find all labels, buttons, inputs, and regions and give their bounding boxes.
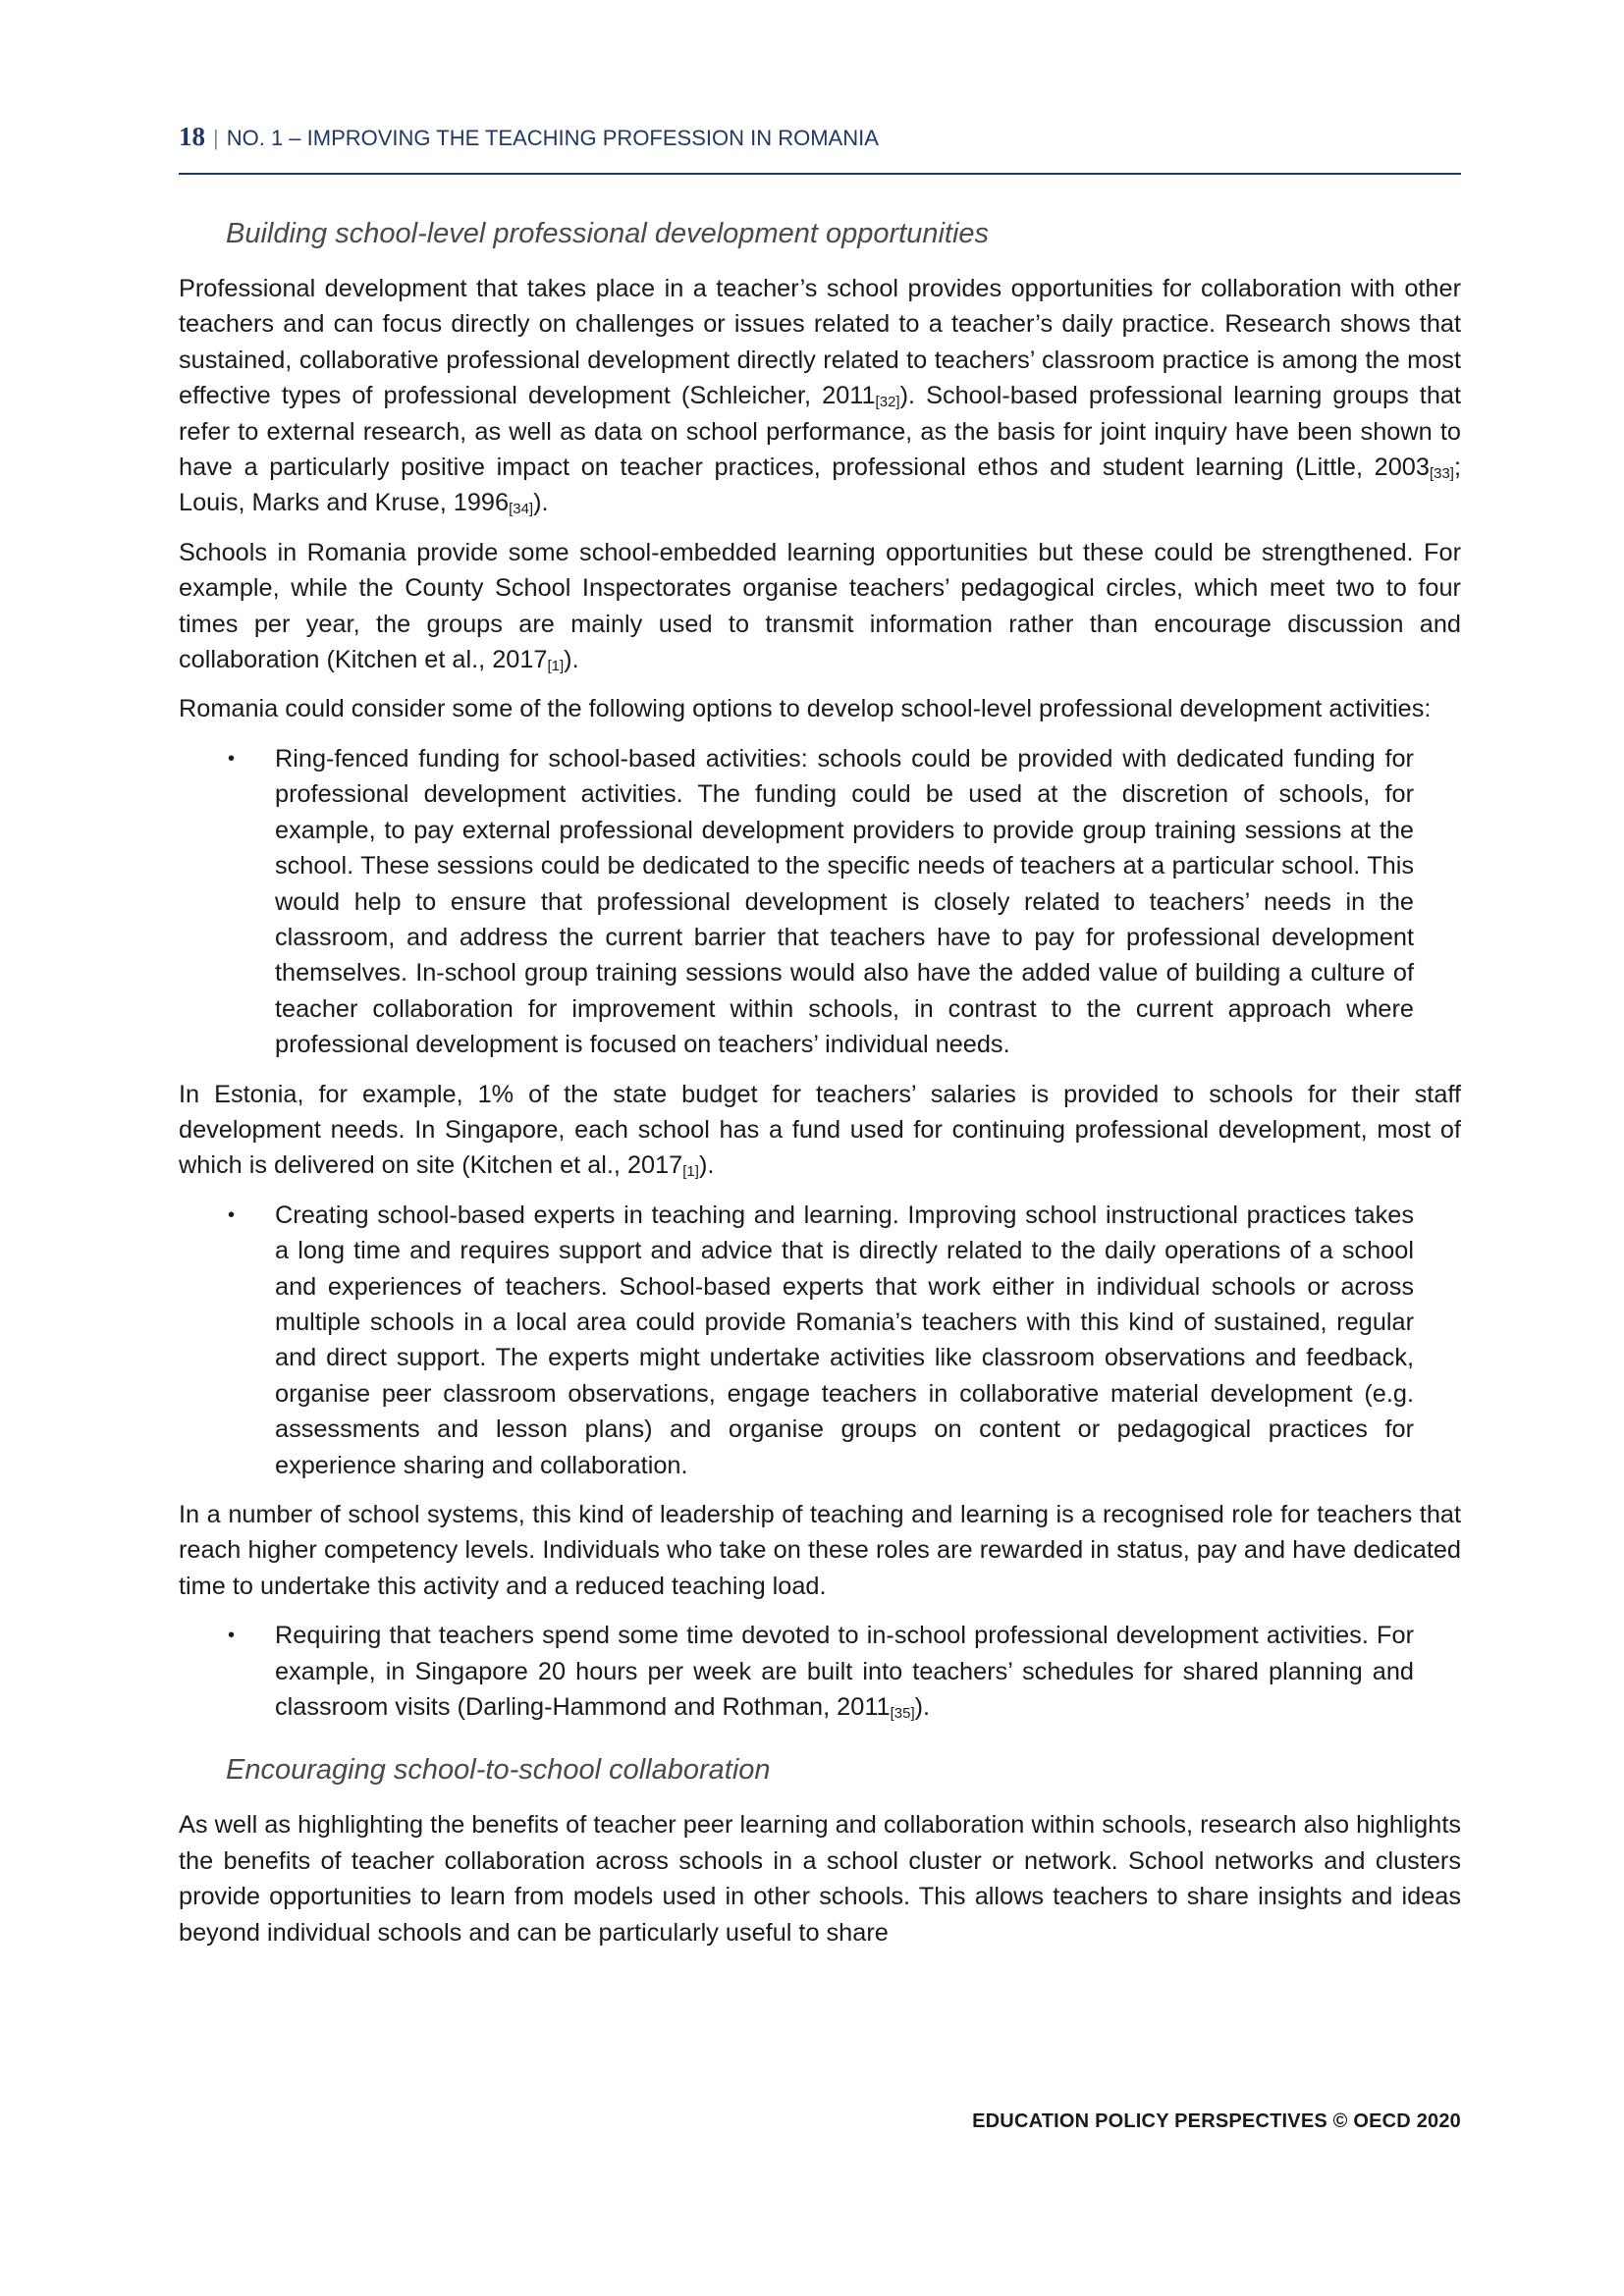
- section-heading-school-to-school: Encouraging school-to-school collaboration: [226, 1754, 771, 1787]
- paragraph-romania-schools: Schools in Romania provide some school-embedded learning opportunities but these could be strengthened. For example, while the County School Inspectorates organise teachers’ pedagogical circles, which meet two to four times per year, the groups are mainly used to transmit information rather than encourage discussion and collaboration (Kitchen et al., $2017_{[1]}$).: [179, 538, 1461, 675]
- bullet-icon: •: [228, 1203, 236, 1226]
- citation-ref: [32]: [875, 394, 900, 411]
- citation-ref: [35]: [890, 1705, 915, 1723]
- options-list-1: [179, 741, 1461, 1063]
- citation-ref: [33]: [1429, 465, 1454, 483]
- bullet-icon: •: [228, 1625, 236, 1647]
- citation-ref: [34]: [509, 501, 534, 518]
- body-text: [179, 214, 1461, 1964]
- paragraph-school-systems: In a number of school systems, this kind of leadership of teaching and learning is a recognised role for teachers that reach higher competency levels. Individuals who take on these roles are rewarded in status, pay and have dedicated time to undertake this activity and a reduced teaching load.: [179, 1501, 1461, 1600]
- paragraph-intro: Professional development that takes place in a teacher’s school provides opportunities for collaboration with other teachers and can focus directly on challenges or issues related to a teacher’s daily practice. Research shows that sustained, collaborative professional development directly related to teachers’ classroom practice is among the most effective types of professional development (Schleicher, $2011_{[32]}$). School-based professional learning groups that refer to external research, as well as data on school performance, as the basis for joint inquiry have been shown to have a particularly positive impact on teacher practices, professional ethos and student learning (Little, $2003_{[33]}$; Louis, Marks and Kruse, $1996_{[34]}$).: [179, 275, 1461, 518]
- bullet-icon: •: [228, 747, 236, 770]
- paragraph-estonia-singapore: In Estonia, for example, 1% of the state budget for teachers’ salaries is provided to schools for their staff development needs. In Singapore, each school has a fund used for continuing professional development, most of which is delivered on site (Kitchen et al., $2017_{[1]}$).: [179, 1080, 1461, 1181]
- options-list-2: [179, 1198, 1461, 1483]
- list-item-ring-fenced-funding: • Ring-fenced funding for school-based activities: schools could be provided with dedicated funding for professional development activities. The funding could be used at the discretion of schools, for example, to pay external professional development providers to provide group training sessions at the school. These sessions could be dedicated to the specific needs of teachers at a particular school. This would help to ensure that professional development is closely related to teachers’ needs in the classroom, and address the current barrier that teachers have to pay for professional development themselves. In-school group training sessions would also have the added value of building a culture of teacher collaboration for improvement within schools, in contrast to the current approach where professional development is focused on teachers’ individual needs.: [179, 741, 1461, 1063]
- running-title: NO. 1 – IMPROVING THE TEACHING PROFESSION IN ROMANIA: [226, 126, 879, 150]
- running-header: [179, 122, 1461, 153]
- list-item-in-school-time: • Requiring that teachers spend some time devoted to in-school professional development activities. For example, in Singapore 20 hours per week are built into teachers’ schedules for shared planning and classroom visits (Darling-Hammond and Rothman, $2011_{[35]}$).: [179, 1618, 1461, 1725]
- header-separator: |: [213, 126, 219, 150]
- page-footer: EDUCATION POLICY PERSPECTIVES © OECD 2020: [972, 2110, 1461, 2132]
- options-list-3: [179, 1618, 1461, 1725]
- page-number: 18: [179, 122, 205, 151]
- citation-ref: [1]: [547, 658, 565, 675]
- section-heading-school-level: Building school-level professional development opportunities: [226, 218, 990, 249]
- list-item-school-based-experts: • Creating school-based experts in teaching and learning. Improving school instructional practices takes a long time and requires support and advice that is directly related to the daily operations of a school and experiences of teachers. School-based experts that work either in individual schools or across multiple schools in a local area could provide Romania’s teachers with this kind of sustained, regular and direct support. The experts might undertake activities like classroom observations and feedback, organise peer classroom observations, engage teachers in collaborative material development (e.g. assessments and lesson plans) and organise groups on content or pedagogical practices for experience sharing and collaboration.: [179, 1198, 1461, 1483]
- citation-ref: [1]: [682, 1163, 699, 1181]
- header-rule: [179, 173, 1461, 175]
- paragraph-school-collaboration: As well as highlighting the benefits of teacher peer learning and collaboration within schools, research also highlights the benefits of teacher collaboration across schools in a school cluster or network. School networks and clusters provide opportunities to learn from models used in other schools. This allows teachers to share insights and ideas beyond individual schools and can be particularly useful to share: [179, 1811, 1461, 1947]
- paragraph-options: Romania could consider some of the following options to develop school-level professional development activities:: [179, 695, 1432, 723]
